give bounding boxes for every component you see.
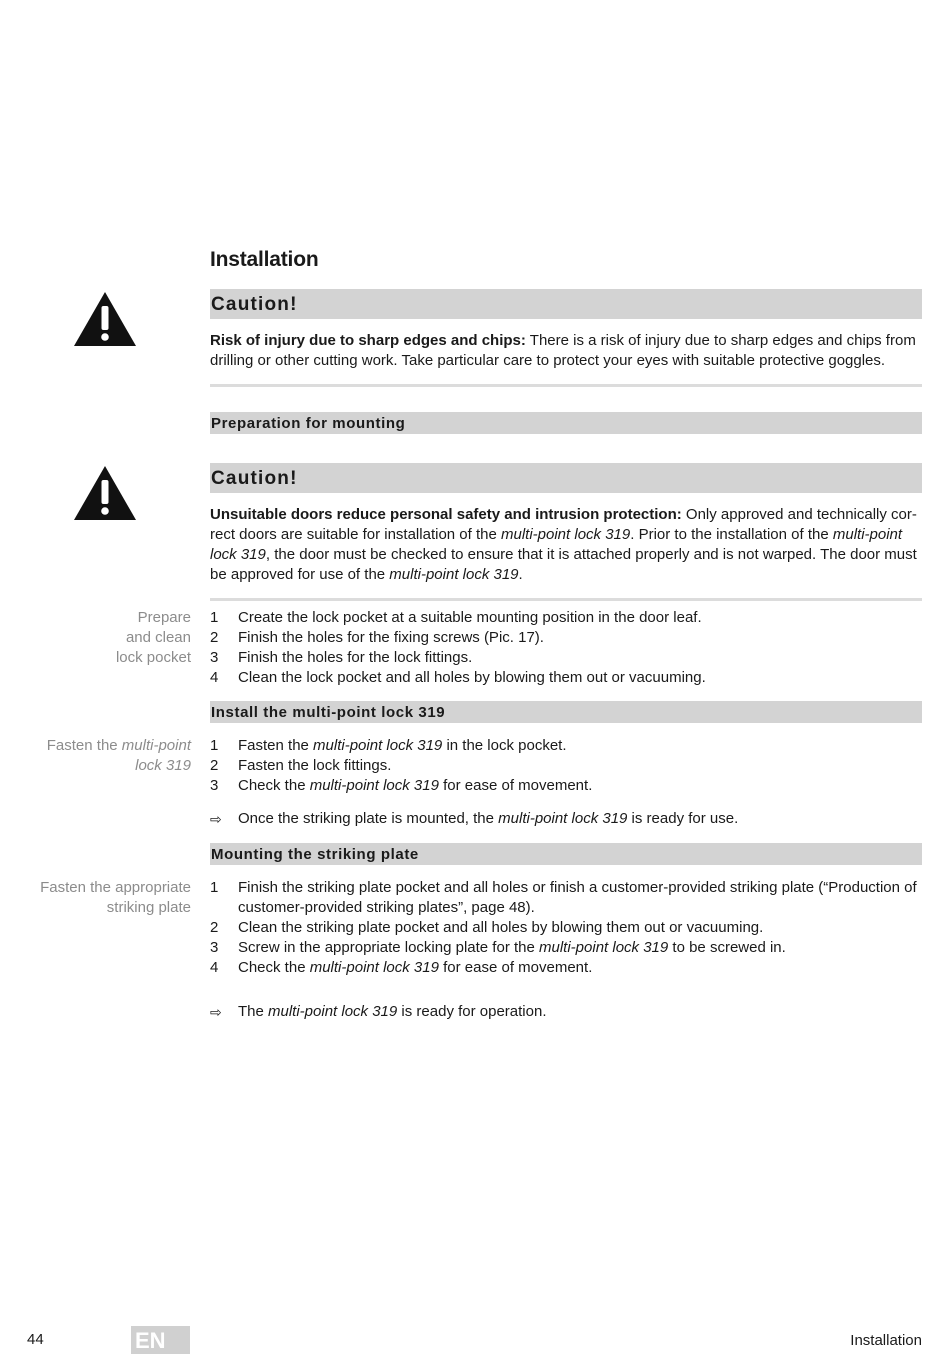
- step-text: for ease of movement.: [438, 777, 593, 794]
- step-text: to be screwed in.: [668, 939, 786, 956]
- step-item: [210, 918, 922, 938]
- step-text: Screw in the appropriate locking plate for the: [238, 939, 540, 956]
- step-list-striking-plate: [210, 878, 922, 978]
- step-number: 1: [210, 879, 219, 896]
- divider: [210, 598, 922, 601]
- result-text: Once the striking plate is mounted, the: [238, 810, 499, 827]
- caution-body-text: . Prior to the installation of the: [630, 526, 833, 543]
- result-line: [210, 1002, 950, 1022]
- step-item: [210, 608, 922, 628]
- caution-body-text: .: [518, 566, 523, 583]
- product-name: multi-point lock 319: [498, 810, 628, 827]
- step-item: [210, 736, 922, 756]
- caution-body-text: , the door must be checked to ensure that it is attached properly and is not warped. The door must be approved for use of the: [210, 546, 917, 583]
- step-item: [210, 756, 922, 776]
- step-text: Clean the lock pocket and all holes by blowing them out or vacuuming.: [238, 669, 706, 686]
- product-name: lock 319: [135, 757, 191, 774]
- result-text: The: [238, 1003, 269, 1020]
- product-name: multi-point lock 319: [309, 959, 439, 976]
- page-title: Installation: [210, 248, 319, 271]
- step-list-prepare: [210, 608, 922, 688]
- step-number: 3: [210, 777, 219, 794]
- step-item: [210, 668, 922, 688]
- step-item: [210, 878, 922, 918]
- step-text: Clean the striking plate pocket and all holes by blowing them out or vacuuming.: [238, 919, 764, 936]
- step-text: Create the lock pocket at a suitable mounting position in the door leaf.: [238, 609, 702, 626]
- step-item: [210, 628, 922, 648]
- step-text: Fasten the: [238, 737, 314, 754]
- step-text: Check the: [238, 959, 310, 976]
- page-number: 44: [27, 1331, 44, 1348]
- result-text: is ready for operation.: [397, 1003, 547, 1020]
- step-item: [210, 648, 922, 668]
- margin-label-line: Prepare: [137, 609, 191, 626]
- step-item: [210, 938, 922, 958]
- product-name: multi-point lock 319: [309, 777, 439, 794]
- step-number: 3: [210, 649, 219, 666]
- margin-label-line: and clean: [125, 629, 191, 646]
- result-arrow-icon: ⇨: [210, 1004, 222, 1020]
- step-number: 2: [210, 919, 219, 936]
- margin-label-striking-plate: [0, 878, 191, 918]
- product-name: multi-point lock 319: [210, 526, 903, 563]
- section-heading-install: Install the multi-point lock 319: [210, 701, 922, 723]
- caution-bold-text: Risk of injury due to sharp edges and chips:: [210, 332, 526, 349]
- step-text: Check the: [238, 777, 310, 794]
- step-text: for ease of movement.: [438, 959, 593, 976]
- margin-label-line: Fasten the appropriate: [40, 879, 191, 896]
- caution-body-text: There is a risk of injury due to sharp edges and chips from drilling or other cutting work. Take particular care to protect your eyes with suitable protective goggles.: [210, 332, 916, 369]
- step-number: 3: [210, 939, 219, 956]
- footer-section-title: Installation: [850, 1332, 922, 1349]
- result-line: [210, 809, 950, 829]
- result-arrow-icon: ⇨: [210, 811, 222, 827]
- margin-label-line: lock pocket: [115, 649, 191, 666]
- caution-heading: Caution!: [210, 463, 922, 493]
- step-text: Finish the holes for the lock fittings.: [238, 649, 473, 666]
- caution-text: [210, 505, 922, 585]
- step-text: in the lock pocket.: [442, 737, 567, 754]
- warning-triangle-icon: [72, 290, 138, 348]
- product-name: multi-point lock 319: [389, 566, 519, 583]
- step-item: [210, 958, 922, 978]
- caution-text: [210, 331, 922, 371]
- step-number: 1: [210, 737, 219, 754]
- caution-heading: Caution!: [210, 289, 922, 319]
- result-text: is ready for use.: [627, 810, 739, 827]
- product-name: multi-point lock 319: [501, 526, 631, 543]
- product-name: multi-point: [121, 737, 191, 754]
- step-number: 4: [210, 669, 219, 686]
- margin-label-prepare: [0, 608, 191, 668]
- step-number: 1: [210, 609, 219, 626]
- margin-label-line: striking plate: [106, 899, 191, 916]
- section-heading-preparation: Preparation for mounting: [210, 412, 922, 434]
- divider: [210, 384, 922, 387]
- step-number: 2: [210, 757, 219, 774]
- product-name: multi-point lock 319: [539, 939, 669, 956]
- product-name: multi-point lock 319: [313, 737, 443, 754]
- step-text: Fasten the lock fittings.: [238, 757, 392, 774]
- section-heading-striking-plate: Mounting the striking plate: [210, 843, 922, 865]
- margin-label-fasten-lock: [0, 736, 191, 776]
- step-item: [210, 776, 922, 796]
- caution-bold-text: Unsuitable doors reduce personal safety and intrusion protection:: [210, 506, 682, 523]
- caution-body-text: Only approved and technically cor-rect doors are suitable for installation of the: [210, 506, 917, 543]
- step-number: 4: [210, 959, 219, 976]
- margin-label-line: Fasten the: [46, 737, 122, 754]
- step-list-install: [210, 736, 922, 796]
- language-badge: EN: [131, 1326, 190, 1354]
- step-number: 2: [210, 629, 219, 646]
- step-text: Finish the holes for the fixing screws (Pic. 17).: [238, 629, 544, 646]
- step-text: Finish the striking plate pocket and all holes or finish a customer-provided striking plate (“Production of customer-provided striking plates”, page 48).: [238, 879, 917, 916]
- warning-triangle-icon: [72, 464, 138, 522]
- product-name: multi-point lock 319: [268, 1003, 398, 1020]
